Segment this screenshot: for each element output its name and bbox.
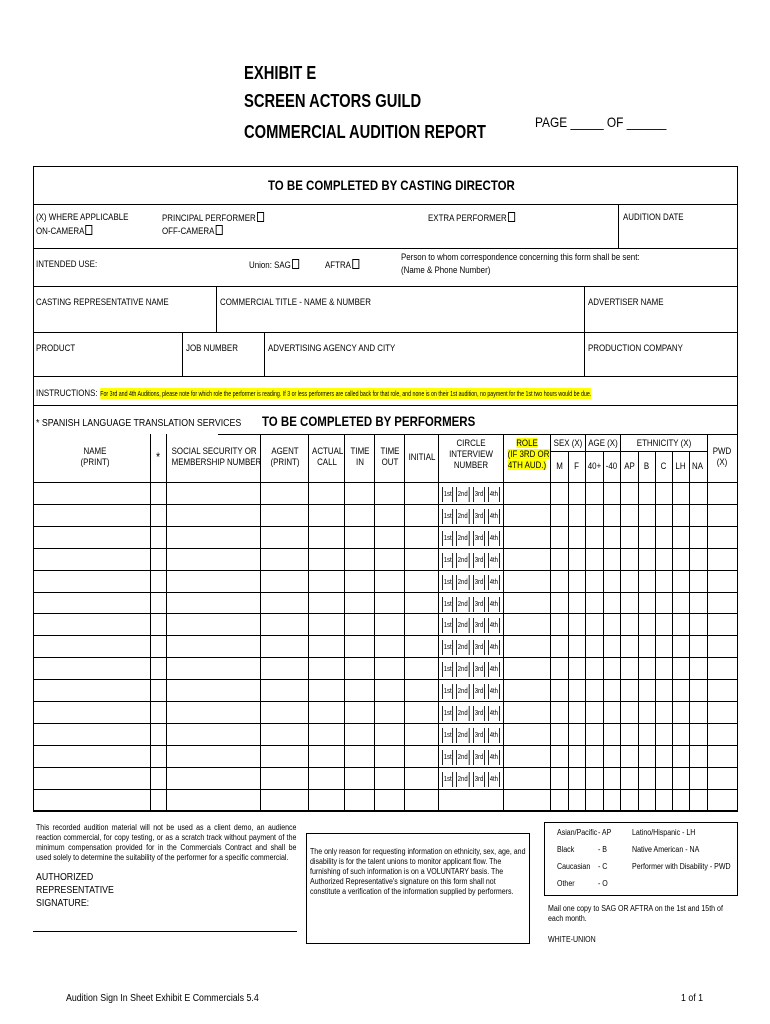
sub-m: M (556, 461, 563, 471)
interview-option[interactable]: 1st (442, 706, 453, 721)
page-number: 1 of 1 (681, 993, 704, 1004)
asterisk-mark: * (36, 418, 40, 429)
principal-performer-option[interactable] (162, 212, 264, 224)
off-camera-checkbox[interactable] (215, 225, 222, 235)
col-actual-call (312, 446, 342, 468)
instructions-label: INSTRUCTIONS: (36, 388, 98, 398)
interview-option[interactable]: 2nd (456, 597, 469, 612)
interview-option[interactable]: 2nd (456, 662, 469, 677)
interview-number-group[interactable] (442, 485, 502, 504)
interview-number-group[interactable] (442, 748, 502, 767)
interview-number-group[interactable] (442, 770, 502, 789)
interview-option[interactable]: 3rd (473, 750, 485, 765)
interview-option[interactable]: 3rd (473, 575, 485, 590)
job-number-label: JOB NUMBER (186, 343, 238, 353)
legend-right: Performer with Disability - PWD (632, 862, 731, 871)
interview-option[interactable]: 2nd (456, 553, 469, 568)
interview-option[interactable]: 1st (442, 662, 453, 677)
interview-option[interactable]: 2nd (456, 684, 469, 699)
legend-right: Latino/Hispanic - LH (632, 828, 696, 837)
interview-option[interactable]: 2nd (456, 640, 469, 655)
interview-option[interactable]: 2nd (456, 575, 469, 590)
interview-option[interactable]: 4th (488, 750, 500, 765)
aftra-checkbox[interactable] (352, 259, 359, 269)
union-sag-option[interactable] (249, 259, 299, 271)
interview-option[interactable]: 1st (442, 553, 453, 568)
row-divider (33, 613, 738, 614)
report-title: COMMERCIAL AUDITION REPORT (244, 122, 486, 142)
guild-title: SCREEN ACTORS GUILD (244, 91, 422, 111)
off-camera-label: OFF-CAMERA (162, 226, 215, 236)
interview-number-group[interactable] (442, 551, 502, 570)
off-camera-option[interactable] (162, 225, 222, 237)
col-agent-line2: (PRINT) (270, 457, 300, 467)
col-role-line3: 4TH AUD.) (507, 460, 547, 470)
interview-option[interactable]: 4th (488, 575, 500, 590)
performers-section-title: TO BE COMPLETED BY PERFORMERS (262, 413, 476, 429)
extra-performer-option[interactable] (428, 212, 515, 224)
white-union-label: WHITE-UNION (548, 935, 596, 944)
where-applicable-label: (X) WHERE APPLICABLE (36, 212, 129, 222)
interview-option[interactable]: 2nd (456, 531, 469, 546)
col-name (64, 446, 126, 468)
product-label: PRODUCT (36, 343, 76, 353)
sub-ap: AP (624, 461, 635, 471)
sub-40-plus: 40+ (587, 461, 602, 471)
interview-number-group[interactable] (442, 573, 502, 592)
aftra-label: AFTRA (325, 260, 351, 270)
interview-number-group[interactable] (442, 529, 502, 548)
principal-performer-checkbox[interactable] (257, 212, 264, 222)
sub-b: B (643, 461, 650, 471)
legend-code: - B (598, 845, 608, 854)
interview-option[interactable]: 1st (442, 487, 453, 502)
on-camera-label: ON-CAMERA (36, 226, 85, 236)
col-timeout-line2: OUT (381, 457, 399, 467)
row-divider (33, 723, 738, 724)
page-of-field[interactable]: PAGE _____ OF ______ (535, 114, 667, 130)
sub-f: F (574, 461, 579, 471)
document-name: Audition Sign In Sheet Exhibit E Commercials 5.4 (66, 993, 259, 1004)
interview-option[interactable]: 3rd (473, 662, 485, 677)
interview-option[interactable]: 3rd (473, 640, 485, 655)
col-circle-line2: INTERVIEW (449, 449, 493, 459)
interview-option[interactable]: 2nd (456, 487, 469, 502)
interview-option[interactable]: 1st (442, 728, 453, 743)
interview-option[interactable]: 3rd (473, 487, 485, 502)
interview-option[interactable]: 4th (488, 662, 500, 677)
audition-date-label: AUDITION DATE (623, 212, 684, 222)
interview-number-group[interactable] (442, 507, 502, 526)
sub-na: NA (691, 461, 703, 471)
legend-code: - C (598, 862, 608, 871)
interview-option[interactable]: 3rd (473, 509, 485, 524)
col-name-line2: (PRINT) (80, 457, 110, 467)
col-sex: SEX (X) (553, 438, 583, 448)
casting-section-title: TO BE COMPLETED BY CASTING DIRECTOR (268, 177, 515, 193)
interview-option[interactable]: 1st (442, 772, 453, 787)
col-role-line2: (IF 3RD OR (507, 449, 550, 459)
interview-number-group[interactable] (442, 704, 502, 723)
interview-option[interactable]: 2nd (456, 772, 469, 787)
col-ssn-line1: SOCIAL SECURITY OR (171, 446, 257, 456)
authorized-label: AUTHORIZED (36, 872, 94, 883)
exhibit-title: EXHIBIT E (244, 63, 317, 83)
interview-number-group[interactable] (442, 682, 502, 701)
col-role-line1: ROLE (516, 438, 538, 448)
instructions (36, 388, 714, 399)
row-divider (33, 811, 738, 812)
interview-option[interactable]: 4th (488, 597, 500, 612)
col-timein-line2: IN (356, 457, 364, 467)
row-divider (33, 635, 738, 636)
interview-option[interactable]: 2nd (456, 618, 469, 633)
interview-option[interactable]: 4th (488, 684, 500, 699)
legend-code: - O (598, 879, 608, 888)
interview-option[interactable]: 3rd (473, 706, 485, 721)
row-divider (33, 789, 738, 790)
on-camera-checkbox[interactable] (85, 225, 92, 235)
interview-number-group[interactable] (442, 660, 502, 679)
signature-label: SIGNATURE: (36, 898, 90, 909)
casting-rep-label: CASTING REPRESENTATIVE NAME (36, 297, 169, 307)
interview-number-group[interactable] (442, 616, 502, 635)
advertiser-label: ADVERTISER NAME (588, 297, 664, 307)
correspondence-label: Person to whom correspondence concerning this form shall be sent: (401, 252, 640, 262)
row-divider (33, 548, 738, 549)
col-circle-line3: NUMBER (453, 460, 489, 470)
interview-option[interactable]: 4th (488, 772, 500, 787)
col-age: AGE (X) (588, 438, 618, 448)
interview-option[interactable]: 3rd (473, 531, 485, 546)
interview-option[interactable]: 3rd (473, 684, 485, 699)
row-divider (33, 657, 738, 658)
legend-right: Native American - NA (632, 845, 700, 854)
union-sag-label: Union: SAG (249, 260, 291, 270)
row-divider (33, 570, 738, 571)
col-ethnicity: ETHNICITY (X) (636, 438, 692, 448)
principal-performer-label: PRINCIPAL PERFORMER (162, 213, 256, 223)
on-camera-option[interactable] (36, 225, 92, 237)
legend-code: - AP (598, 828, 612, 837)
col-agent (265, 446, 305, 468)
representative-label: REPRESENTATIVE (36, 885, 114, 896)
interview-option[interactable]: 2nd (456, 706, 469, 721)
interview-option[interactable]: 2nd (456, 728, 469, 743)
col-pwd-line1: PWD (712, 446, 732, 456)
voluntary-text: The only reason for requesting information on ethnicity, sex, age, and disability is for the talent unions to monitor applicant flow. The furnishing of such information is on a VOLUNTARY basis. The Authorized Representative's signature on this form shall not constitute a verification of the information supplied by performers. (310, 847, 526, 896)
extra-performer-label: EXTRA PERFORMER (428, 213, 507, 223)
interview-option[interactable]: 2nd (456, 509, 469, 524)
disclaimer-text: This recorded audition material will not be used as a client demo, an audience reaction commercial, for copy testing, or as a scratch track without payment of the minimum compensation provided for in the Commercials Contract and shall be used solely to determine the suitability of the performer for a specific commercial. (36, 823, 297, 862)
sub-c: C (660, 461, 667, 471)
spanish-translation-option[interactable] (36, 418, 241, 429)
col-time-in (348, 446, 373, 468)
interview-option[interactable]: 4th (488, 618, 500, 633)
interview-option[interactable]: 1st (442, 509, 453, 524)
signature-line[interactable] (33, 931, 297, 932)
col-initial: INITIAL (408, 452, 436, 462)
spanish-translation-label: SPANISH LANGUAGE TRANSLATION SERVICES (41, 418, 242, 429)
legend-left: Black (557, 845, 575, 854)
interview-option[interactable]: 4th (488, 706, 500, 721)
extra-performer-checkbox[interactable] (508, 212, 515, 222)
correspondence-sub-label: (Name & Phone Number) (401, 265, 491, 275)
interview-option[interactable]: 4th (488, 531, 500, 546)
interview-option[interactable]: 4th (488, 640, 500, 655)
interview-option[interactable]: 1st (442, 750, 453, 765)
row-divider (33, 526, 738, 527)
commercial-title-label: COMMERCIAL TITLE - NAME & NUMBER (220, 297, 371, 307)
col-actual-line1: ACTUAL (312, 446, 344, 456)
col-star: * (155, 450, 161, 464)
col-timein-line1: TIME (350, 446, 370, 456)
legend-left: Caucasian (557, 862, 591, 871)
mail-instructions: Mail one copy to SAG OR AFTRA on the 1st and 15th of each month. (548, 904, 723, 923)
interview-option[interactable]: 1st (442, 684, 453, 699)
interview-number-group[interactable] (442, 638, 502, 657)
legend-left: Other (557, 879, 575, 888)
interview-option[interactable]: 3rd (473, 728, 485, 743)
legend-left: Asian/Pacific (557, 828, 598, 837)
interview-option[interactable]: 4th (488, 728, 500, 743)
interview-option[interactable]: 4th (488, 553, 500, 568)
interview-option[interactable]: 3rd (473, 553, 485, 568)
sub-lh: LH (675, 461, 686, 471)
interview-option[interactable]: 4th (488, 509, 500, 524)
interview-option[interactable]: 3rd (473, 618, 485, 633)
sag-checkbox[interactable] (292, 259, 299, 269)
sub-40-minus: -40 (605, 461, 618, 471)
interview-option[interactable]: 1st (442, 618, 453, 633)
col-ssn (171, 446, 262, 468)
col-time-out (378, 446, 403, 468)
interview-option[interactable]: 3rd (473, 772, 485, 787)
row-divider (33, 592, 738, 593)
interview-option[interactable]: 3rd (473, 597, 485, 612)
production-company-label: PRODUCTION COMPANY (588, 343, 683, 353)
row-divider (33, 745, 738, 746)
interview-option[interactable]: 1st (442, 640, 453, 655)
col-timeout-line1: TIME (380, 446, 400, 456)
row-divider (33, 679, 738, 680)
interview-option[interactable]: 4th (488, 487, 500, 502)
interview-option[interactable]: 2nd (456, 750, 469, 765)
instructions-text: For 3rd and 4th Auditions, please note for which role the performer is reading. If 3 or less performers are called back for that role, and none is on their 1st audition, no payment for the 1st two hours would be due. (99, 389, 591, 398)
col-name-line1: NAME (83, 446, 107, 456)
row-divider (33, 767, 738, 768)
intended-use-label: INTENDED USE: (36, 259, 98, 269)
agency-city-label: ADVERTISING AGENCY AND CITY (268, 343, 396, 353)
row-divider (33, 701, 738, 702)
interview-option[interactable]: 1st (442, 597, 453, 612)
interview-number-group[interactable] (442, 595, 502, 614)
col-circle-line1: CIRCLE (456, 438, 486, 448)
col-role (507, 438, 550, 471)
aftra-option[interactable] (325, 259, 359, 271)
interview-option[interactable]: 1st (442, 575, 453, 590)
col-circle-interview (444, 438, 499, 471)
col-actual-line2: CALL (317, 457, 337, 467)
col-ssn-line2: MEMBERSHIP NUMBER (171, 457, 262, 467)
interview-number-group[interactable] (442, 726, 502, 745)
row-divider (33, 504, 738, 505)
col-pwd (710, 446, 735, 468)
interview-option[interactable]: 1st (442, 531, 453, 546)
col-agent-line1: AGENT (271, 446, 299, 456)
col-pwd-line2: (X) (716, 457, 728, 467)
